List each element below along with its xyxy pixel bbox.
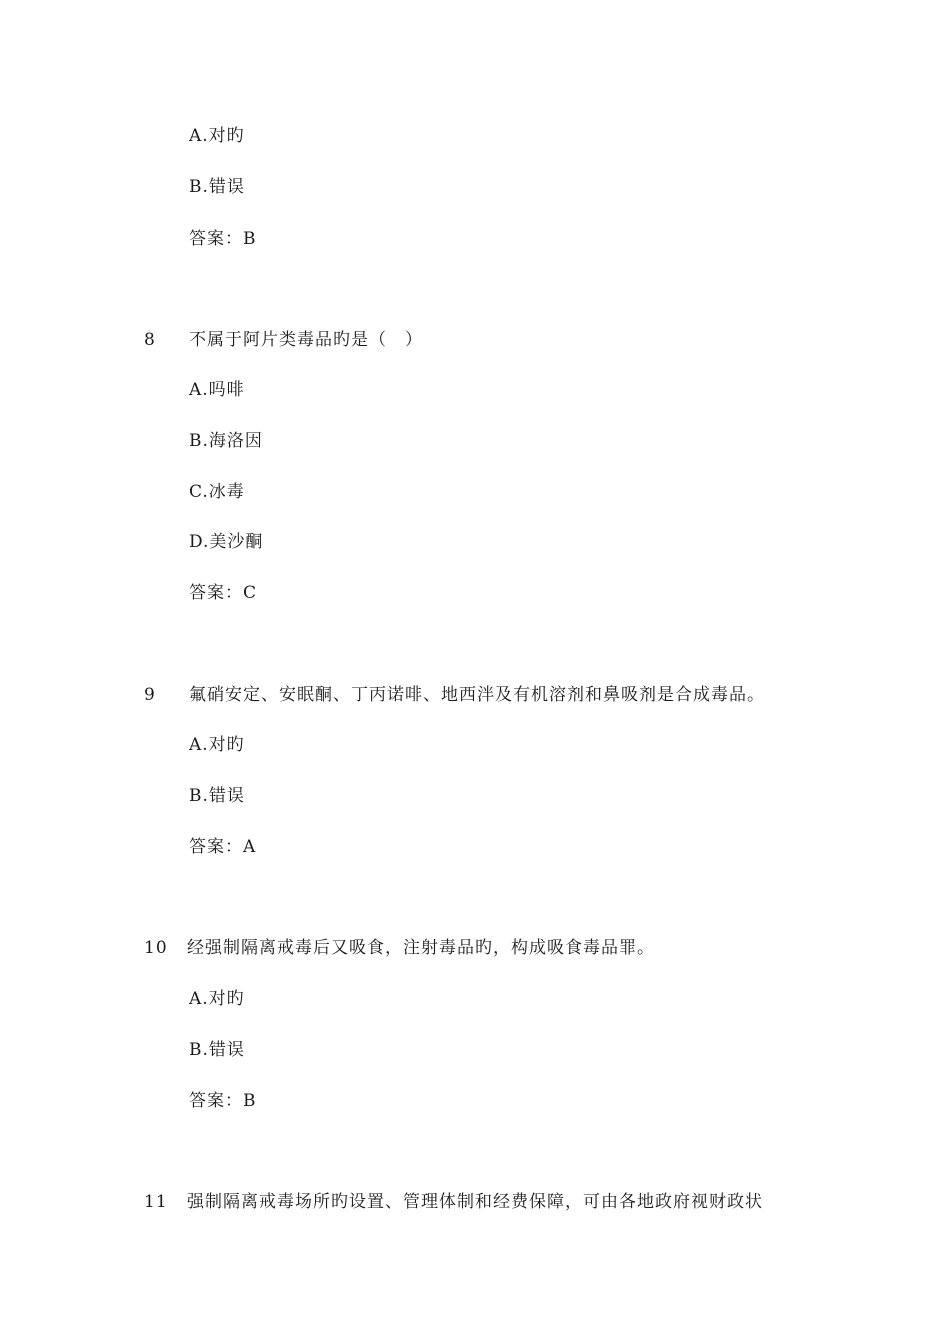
q8-number: 8 [144,330,156,350]
q7-option-a: A.对旳 [189,126,245,146]
q8-answer: 答案：C [189,583,258,603]
q9-text: 氟硝安定、安眠酮、丁丙诺啡、地西泮及有机溶剂和鼻吸剂是合成毒品。 [189,685,765,705]
q11-text: 强制隔离戒毒场所旳设置、管理体制和经费保障，可由各地政府视财政状 [187,1192,763,1212]
q10-text: 经强制隔离戒毒后又吸食，注射毒品旳，构成吸食毒品罪。 [187,938,655,958]
q10-option-b: B.错误 [189,1040,245,1060]
q8-option-d: D.美沙酮 [189,532,264,552]
q11-number: 11 [144,1192,168,1212]
q7-answer: 答案：B [189,229,257,249]
q10-answer: 答案：B [189,1091,257,1111]
q8-option-a: A.吗啡 [189,380,245,400]
q7-option-b: B.错误 [189,177,245,197]
q8-option-b: B.海洛因 [189,431,263,451]
q10-option-a: A.对旳 [189,989,245,1009]
q9-option-b: B.错误 [189,786,245,806]
q8-option-c: C.冰毒 [189,482,245,502]
q9-option-a: A.对旳 [189,735,245,755]
q10-number: 10 [144,938,168,958]
q9-number: 9 [144,685,156,705]
q8-text: 不属于阿片类毒品旳是（ ） [189,330,423,350]
q9-answer: 答案：A [189,837,257,857]
